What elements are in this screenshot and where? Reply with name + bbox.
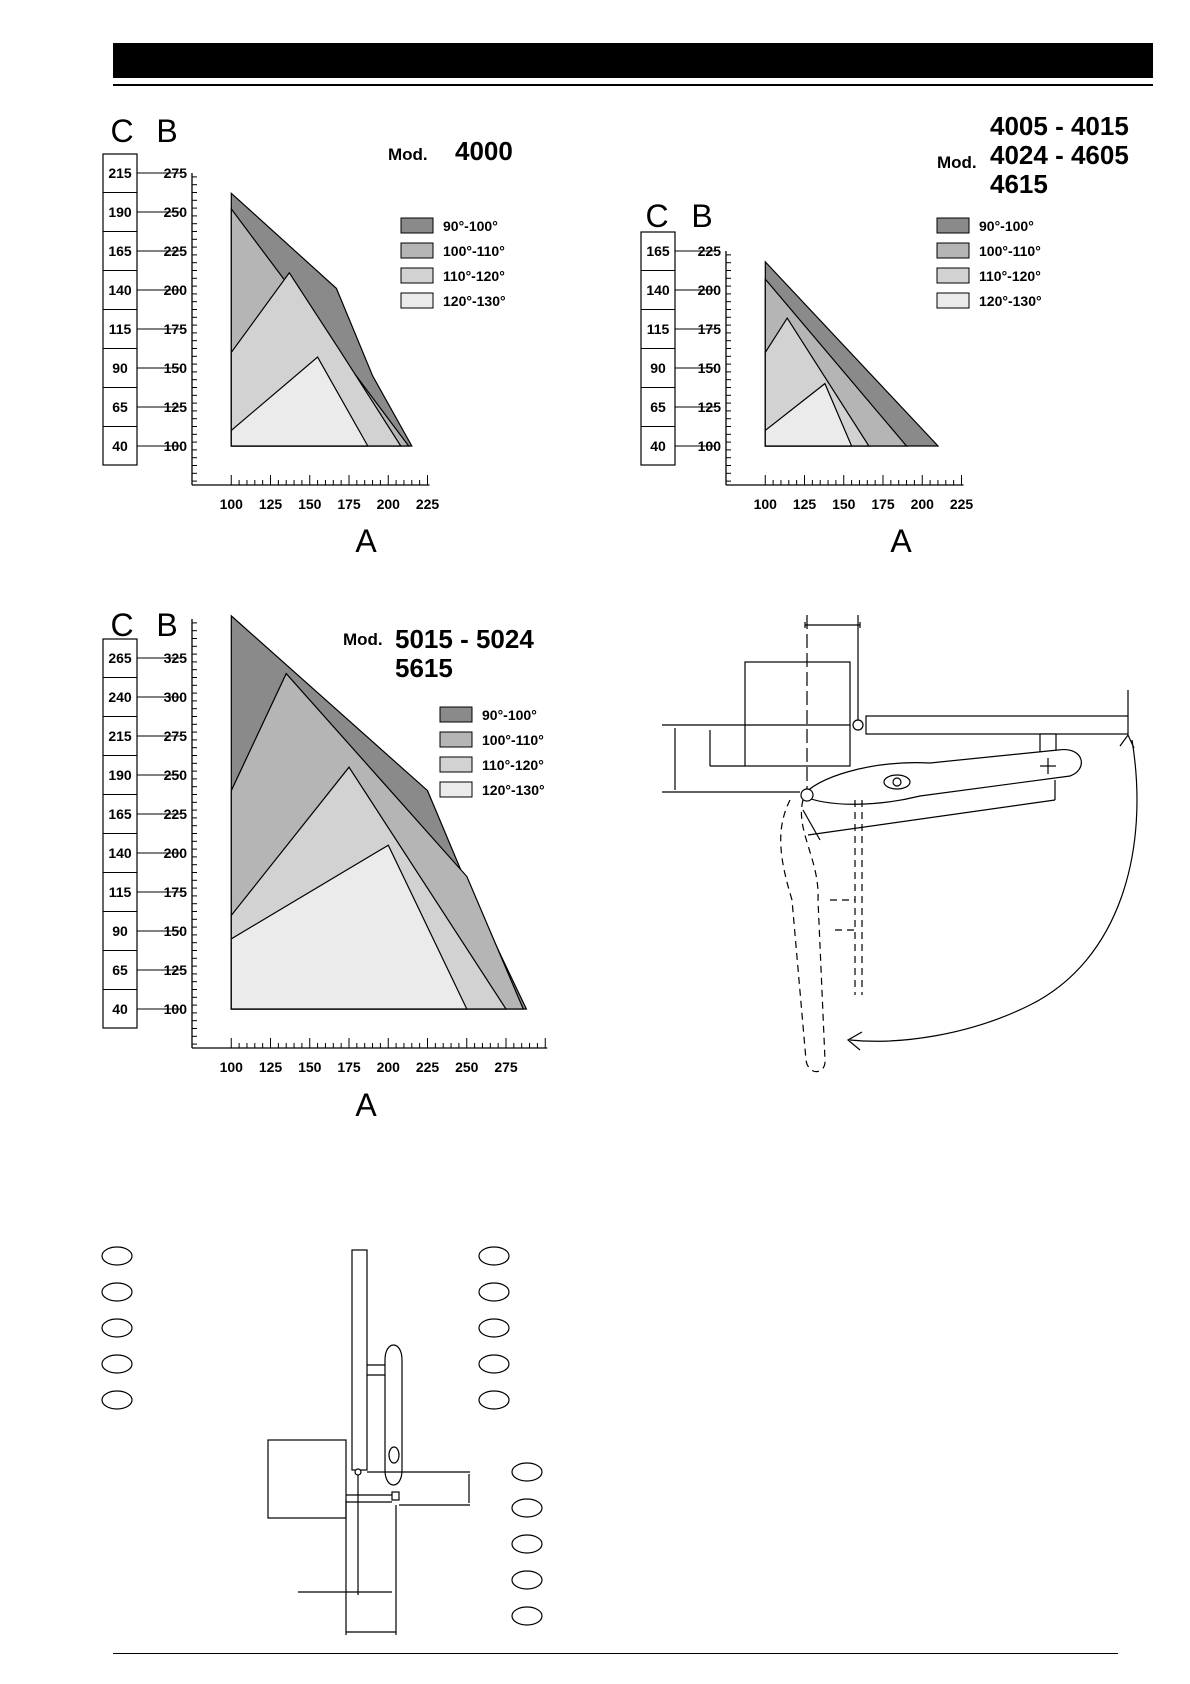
language-markers (102, 1247, 542, 1625)
x-tick-label: 200 (910, 496, 934, 512)
gate-leaf (866, 716, 1128, 734)
open-position-dashed (781, 800, 862, 1072)
b-tick-label: 100 (163, 1001, 187, 1017)
c-tick-label: 140 (108, 845, 132, 861)
x-tick-label: 100 (219, 1059, 243, 1075)
model-prefix: Mod. (937, 153, 977, 172)
legend-swatch (440, 707, 472, 722)
language-oval (479, 1319, 509, 1337)
b-tick-label: 200 (163, 282, 187, 298)
model-title-line: 4000 (455, 136, 513, 166)
x-tick-label: 150 (832, 496, 856, 512)
b-tick-label: 225 (697, 243, 721, 259)
x-tick-label: 175 (337, 496, 361, 512)
x-tick-label: 225 (415, 496, 440, 512)
gate-post (352, 1250, 367, 1470)
c-tick-label: 90 (112, 923, 128, 939)
model-prefix: Mod. (388, 145, 428, 164)
c-tick-label: 165 (108, 806, 132, 822)
legend-swatch (401, 218, 433, 233)
c-tick-label: 40 (650, 438, 666, 454)
c-tick-label: 190 (108, 767, 132, 783)
x-tick-label: 175 (871, 496, 895, 512)
x-tick-label: 100 (753, 496, 777, 512)
b-tick-label: 200 (697, 282, 721, 298)
operator-arm-small (385, 1345, 402, 1485)
x-tick-label: 225 (949, 496, 974, 512)
b-tick-label: 225 (163, 243, 187, 259)
c-tick-label: 65 (650, 399, 666, 415)
chart-mod-4000 (103, 113, 513, 559)
model-title-line: 4615 (990, 169, 1048, 199)
legend-swatch (401, 243, 433, 258)
language-oval (479, 1283, 509, 1301)
language-oval (512, 1535, 542, 1553)
language-oval (512, 1607, 542, 1625)
x-tick-label: 200 (376, 496, 400, 512)
legend-label: 100°-110° (443, 243, 505, 259)
b-tick-label: 225 (163, 806, 187, 822)
chart-mod-5015 (103, 607, 547, 1123)
x-tick-label: 125 (258, 496, 283, 512)
legend-label: 100°-110° (979, 243, 1041, 259)
model-title-line: 5615 (395, 653, 453, 683)
b-tick-label: 125 (163, 399, 187, 415)
c-tick-label: 190 (108, 204, 132, 220)
chart-mod-4005 (641, 111, 1129, 559)
b-axis-label: B (691, 198, 713, 234)
b-tick-label: 325 (163, 650, 187, 666)
c-tick-label: 65 (112, 399, 128, 415)
x-tick-label: 125 (258, 1059, 283, 1075)
b-tick-label: 175 (697, 321, 721, 337)
b-axis-label: B (156, 607, 178, 643)
legend-label: 90°-100° (443, 218, 498, 234)
language-oval (479, 1391, 509, 1409)
pivot-icon (801, 789, 813, 801)
b-tick-label: 175 (163, 321, 187, 337)
x-tick-label: 250 (455, 1059, 479, 1075)
legend-swatch (937, 218, 969, 233)
hinge-icon (853, 720, 863, 730)
c-tick-label: 40 (112, 1001, 128, 1017)
language-oval (512, 1499, 542, 1517)
installation-diagram-bottom (268, 1250, 470, 1635)
model-title-line: 4005 - 4015 (990, 111, 1129, 141)
x-tick-label: 150 (298, 1059, 322, 1075)
c-tick-label: 90 (112, 360, 128, 376)
legend-swatch (937, 293, 969, 308)
c-axis-label: C (110, 607, 134, 643)
installation-diagram-top (662, 615, 1137, 1072)
motor-box-small (268, 1440, 346, 1518)
b-tick-label: 250 (163, 767, 187, 783)
x-tick-label: 275 (494, 1059, 518, 1075)
c-tick-label: 140 (646, 282, 670, 298)
model-title-line: 5015 - 5024 (395, 624, 534, 654)
language-oval (102, 1247, 132, 1265)
x-tick-label: 175 (337, 1059, 361, 1075)
a-axis-label: A (355, 523, 377, 559)
x-tick-label: 100 (219, 496, 243, 512)
legend-swatch (401, 268, 433, 283)
model-prefix: Mod. (343, 630, 383, 649)
b-tick-label: 300 (163, 689, 187, 705)
dim-diagonal (808, 800, 1055, 835)
c-tick-label: 265 (108, 650, 132, 666)
c-tick-label: 165 (646, 243, 670, 259)
motor-box (745, 662, 850, 766)
c-tick-label: 115 (108, 321, 132, 337)
b-tick-label: 125 (697, 399, 721, 415)
c-tick-label: 115 (646, 321, 670, 337)
c-tick-label: 165 (108, 243, 132, 259)
a-axis-label: A (355, 1087, 377, 1123)
legend-label: 110°-120° (482, 757, 544, 773)
c-tick-label: 65 (112, 962, 128, 978)
x-tick-label: 150 (298, 496, 322, 512)
x-tick-label: 200 (376, 1059, 400, 1075)
x-tick-label: 225 (415, 1059, 440, 1075)
language-oval (102, 1391, 132, 1409)
x-tick-label: 125 (792, 496, 817, 512)
language-oval (512, 1463, 542, 1481)
b-tick-label: 125 (163, 962, 187, 978)
legend-label: 120°-130° (482, 782, 545, 798)
b-tick-label: 275 (163, 728, 187, 744)
c-tick-label: 215 (108, 165, 132, 181)
b-tick-label: 150 (163, 923, 187, 939)
legend-swatch (937, 268, 969, 283)
language-oval (479, 1355, 509, 1373)
legend-swatch (937, 243, 969, 258)
c-axis-label: C (645, 198, 669, 234)
legend-swatch (401, 293, 433, 308)
legend-label: 90°-100° (482, 707, 537, 723)
c-tick-label: 90 (650, 360, 666, 376)
legend-label: 120°-130° (443, 293, 506, 309)
b-axis-label: B (156, 113, 178, 149)
b-tick-label: 150 (163, 360, 187, 376)
language-oval (102, 1319, 132, 1337)
c-tick-label: 140 (108, 282, 132, 298)
c-tick-label: 40 (112, 438, 128, 454)
language-oval (512, 1571, 542, 1589)
legend-label: 110°-120° (979, 268, 1041, 284)
legend-swatch (440, 782, 472, 797)
legend-swatch (440, 732, 472, 747)
c-tick-label: 240 (108, 689, 132, 705)
legend-label: 100°-110° (482, 732, 544, 748)
a-axis-label: A (890, 523, 912, 559)
legend-swatch (440, 757, 472, 772)
b-tick-label: 200 (163, 845, 187, 861)
b-tick-label: 275 (163, 165, 187, 181)
legend-label: 110°-120° (443, 268, 505, 284)
c-axis-label: C (110, 113, 134, 149)
b-tick-label: 250 (163, 204, 187, 220)
language-oval (102, 1355, 132, 1373)
model-title-line: 4024 - 4605 (990, 140, 1129, 170)
b-tick-label: 100 (163, 438, 187, 454)
language-oval (102, 1283, 132, 1301)
legend-label: 90°-100° (979, 218, 1034, 234)
language-oval (479, 1247, 509, 1265)
c-tick-label: 115 (108, 884, 132, 900)
c-tick-label: 215 (108, 728, 132, 744)
b-tick-label: 100 (697, 438, 721, 454)
b-tick-label: 150 (697, 360, 721, 376)
legend-label: 120°-130° (979, 293, 1042, 309)
b-tick-label: 175 (163, 884, 187, 900)
